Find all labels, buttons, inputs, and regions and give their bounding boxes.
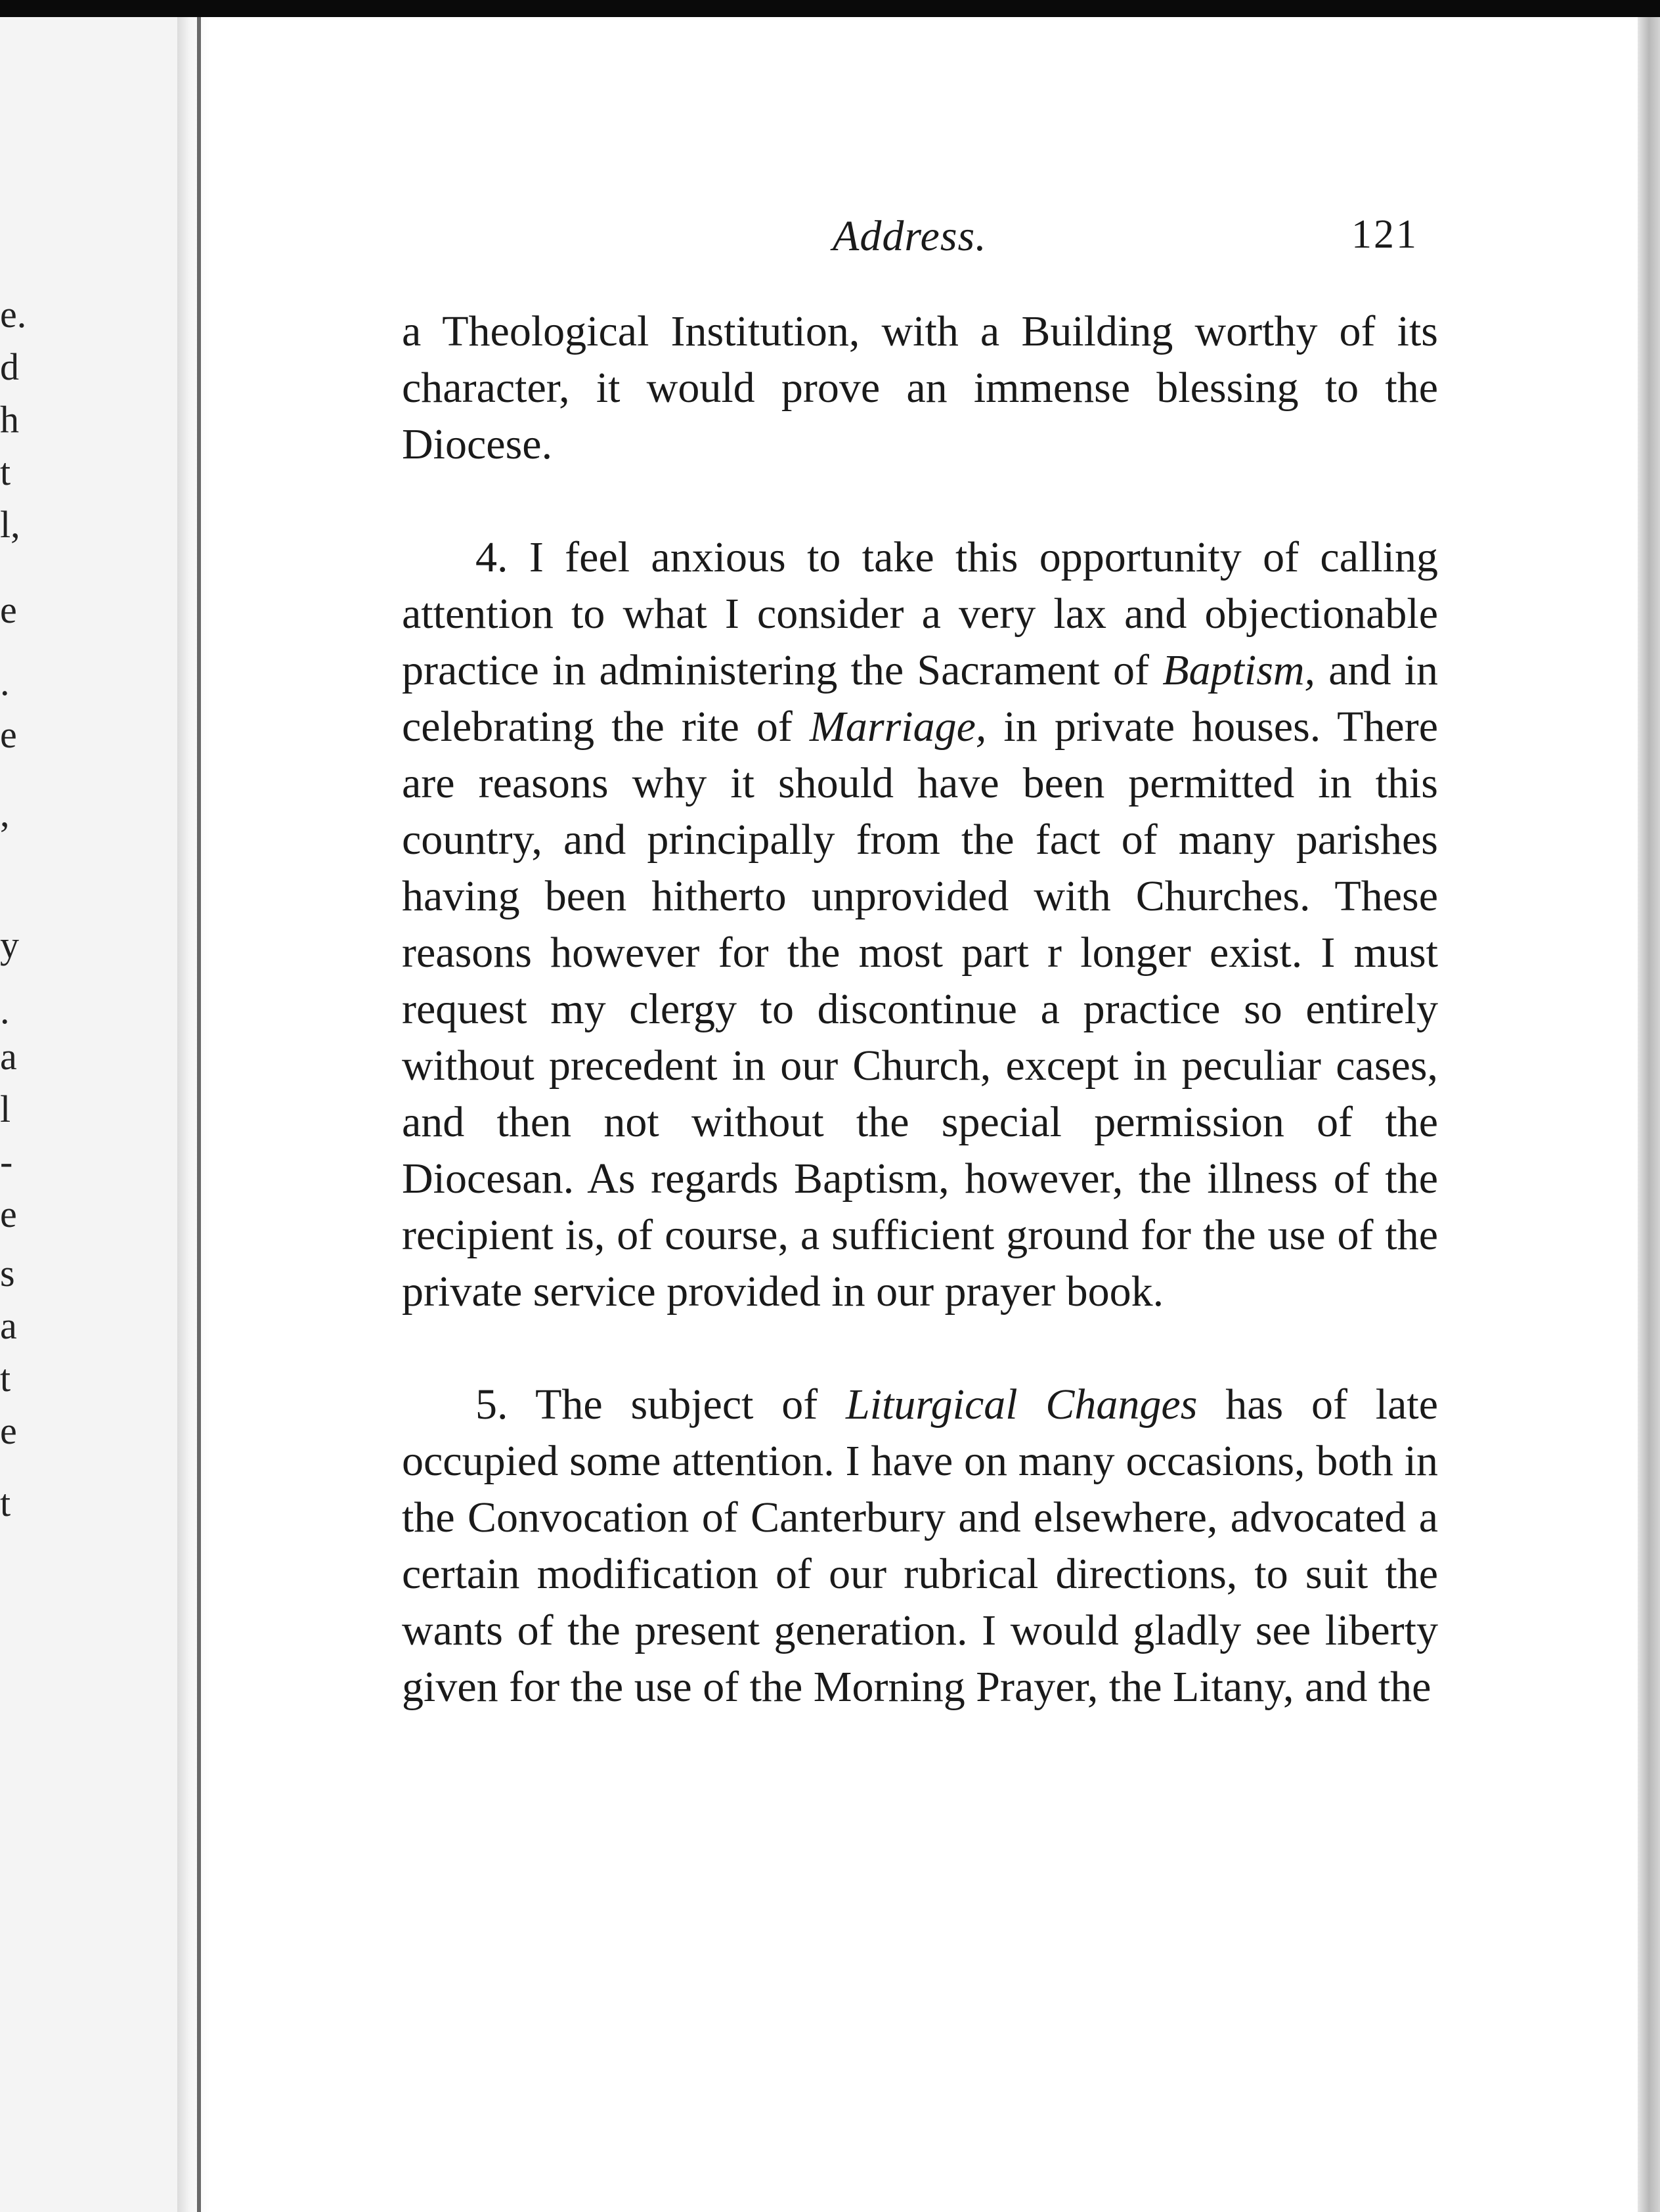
italic-term: Baptism, — [1162, 646, 1316, 694]
paragraph-5 — [402, 1377, 1438, 1715]
facing-page-char: l, — [0, 503, 20, 546]
page-stack-edge — [1638, 17, 1660, 2212]
paragraph-4 — [402, 529, 1438, 1320]
page-number: 121 — [1351, 212, 1418, 257]
facing-page-char: e — [0, 588, 17, 631]
facing-page-char: l — [0, 1088, 11, 1130]
text-run: has of late occupied some attention. I have on many occasions, both in the Convocation of Canterbury and elsewhere, advocated a certain modification of our rubrical directions, to suit the wants of the present generation. I would gladly see liberty given for the use of the Morning Prayer, the Litany, and the — [402, 1381, 1439, 1711]
facing-page-char: . — [0, 661, 10, 703]
facing-page-char: s — [0, 1252, 15, 1294]
facing-page-char: e — [0, 713, 17, 756]
facing-page-edge — [0, 17, 177, 2212]
gutter-shadow — [177, 17, 210, 2212]
facing-page-char: a — [0, 1304, 17, 1347]
text-run: a Theological Institution, with a Building worthy of its character, it would prove an immense blessing to the Diocese. — [402, 307, 1438, 468]
body-text — [402, 303, 1438, 1715]
facing-page-char: h — [0, 398, 19, 441]
facing-page-char: - — [0, 1140, 13, 1183]
text-run: and in celebrating the rite of — [402, 646, 1438, 751]
running-head: Address. — [833, 212, 987, 260]
gutter-line — [197, 17, 201, 2212]
facing-page-char: , — [0, 792, 10, 835]
text-run: 5. The subject of — [475, 1381, 846, 1428]
italic-term: Marriage, — [809, 703, 987, 751]
facing-page-char: e — [0, 1193, 17, 1235]
text-run: in private houses. There are reasons why it should have been permitted in this country, and principally from the fact of many parishes having been hitherto unprovided with Churches. These reasons however for the most part r longer exist. I must request my clergy to discontinue a practice so entirely without precedent in our Church, except in peculiar cases, and then not without the special permission of the Diocesan. As regards Baptism, however, the illness of the recipient is, of course, a sufficient ground for the use of the private service provided in our prayer book. — [402, 703, 1438, 1316]
facing-page-char: e — [0, 1409, 17, 1452]
facing-page-char: a — [0, 1035, 17, 1078]
facing-page-char: e. — [0, 293, 27, 336]
italic-term: Liturgical Changes — [846, 1381, 1198, 1428]
facing-page-char: y — [0, 923, 19, 966]
scan-top-border — [0, 0, 1660, 17]
facing-page-char: t — [0, 1482, 11, 1524]
text-run: 4. I feel anxious to take this opportunity of calling attention to what I consider a very lax and objectionable practice in administering the Sacrament of — [402, 533, 1438, 694]
facing-page-char: t — [0, 451, 11, 493]
paragraph-continuation — [402, 303, 1438, 473]
facing-page-char: . — [0, 989, 10, 1032]
facing-page-char: t — [0, 1357, 11, 1400]
facing-page-char: d — [0, 345, 19, 388]
